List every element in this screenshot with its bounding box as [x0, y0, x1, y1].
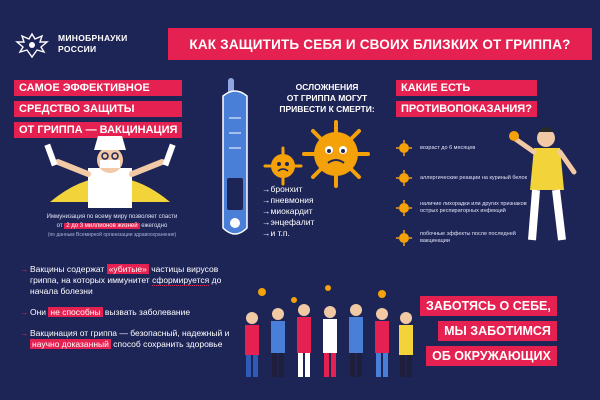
virus-bullet-icon	[396, 230, 412, 246]
headline-line-2: СРЕДСТВО ЗАЩИТЫ	[14, 101, 182, 117]
headline-line-3: ОТ ГРИППА — ВАКЦИНАЦИЯ	[14, 122, 182, 138]
contra-title-2: ПРОТИВОПОКАЗАНИЯ?	[396, 101, 537, 117]
vaccination-headline	[14, 80, 182, 138]
complications-title	[262, 82, 392, 115]
complications-title-2: ОТ ГРИППА МОГУТ	[286, 93, 368, 103]
list-item: → пневмония	[262, 195, 314, 206]
lives-saved-mark: 2 до 3 миллионов жизней	[66, 223, 138, 229]
headline-line-1: САМОЕ ЭФФЕКТИВНОЕ	[14, 80, 182, 96]
virus-bullet-icon	[396, 140, 412, 156]
list-item: → миокардит	[262, 206, 314, 217]
immunization-source: (по данным Всемирной организации здравоохранения)	[47, 232, 177, 238]
thermometer-icon	[215, 78, 255, 242]
virus-bullet-icon	[396, 170, 412, 186]
slogan-line-1: ЗАБОТЯСЬ О СЕБЕ,	[420, 296, 557, 316]
slogan-line-3: ОБ ОКРУЖАЮЩИХ	[426, 346, 557, 366]
ministry-line-1: МИНОБРНАУКИ	[58, 33, 128, 43]
virus-small-icon	[263, 146, 303, 186]
doctor-illustration	[30, 132, 190, 212]
list-item: → Вакцинация от гриппа — безопасный, надежный и научно доказанный способ сохранить здоровье	[20, 328, 240, 350]
ministry-name	[58, 33, 128, 55]
list-item: → и т.п.	[262, 228, 314, 239]
crowd-illustration	[232, 280, 422, 380]
virus-bullet-icon	[396, 200, 412, 216]
list-item: → Они не способны вызвать заболевание	[20, 307, 240, 318]
contraindications-title	[396, 80, 537, 117]
list-item: аллергические реакции на куриный белок	[396, 170, 536, 186]
list-item: → бронхит	[262, 184, 314, 195]
immunization-text: Иммунизация по всему миру позволяет спасти	[46, 214, 178, 220]
list-item: → энцефалит	[262, 217, 314, 228]
list-item: наличие лихорадки или других признаков острых респираторных инфекций	[396, 200, 536, 216]
immunization-stat: от 2 до 3 миллионов жизней ежегодно	[56, 223, 168, 229]
list-item: → Вакцины содержат «убитые» частицы вирусов гриппа, на которых иммунитет сформируется до начала болезни	[20, 264, 240, 297]
person-illustration	[508, 118, 586, 248]
immunization-note	[14, 213, 210, 240]
virus-icon	[300, 118, 372, 190]
page-title: КАК ЗАЩИТИТЬ СЕБЯ И СВОИХ БЛИЗКИХ ОТ ГРИППА?	[189, 36, 571, 52]
list-item: возраст до 6 месяцев	[396, 140, 536, 156]
complications-title-1: ОСЛОЖНЕНИЯ	[295, 82, 359, 92]
slogan-line-2: МЫ ЗАБОТИМСЯ	[438, 321, 557, 341]
complications-title-3: ПРИВЕСТИ К СМЕРТИ:	[279, 104, 375, 114]
eagle-emblem-icon	[14, 30, 50, 60]
contra-title-1: КАКИЕ ЕСТЬ	[396, 80, 537, 96]
vaccine-facts	[20, 264, 240, 360]
complications-list	[262, 184, 314, 239]
care-slogan	[420, 296, 557, 366]
page-title-banner	[168, 28, 592, 60]
list-item: побочные эффекты после последней вакцинации	[396, 230, 536, 246]
ministry-line-2: РОССИИ	[58, 44, 97, 54]
